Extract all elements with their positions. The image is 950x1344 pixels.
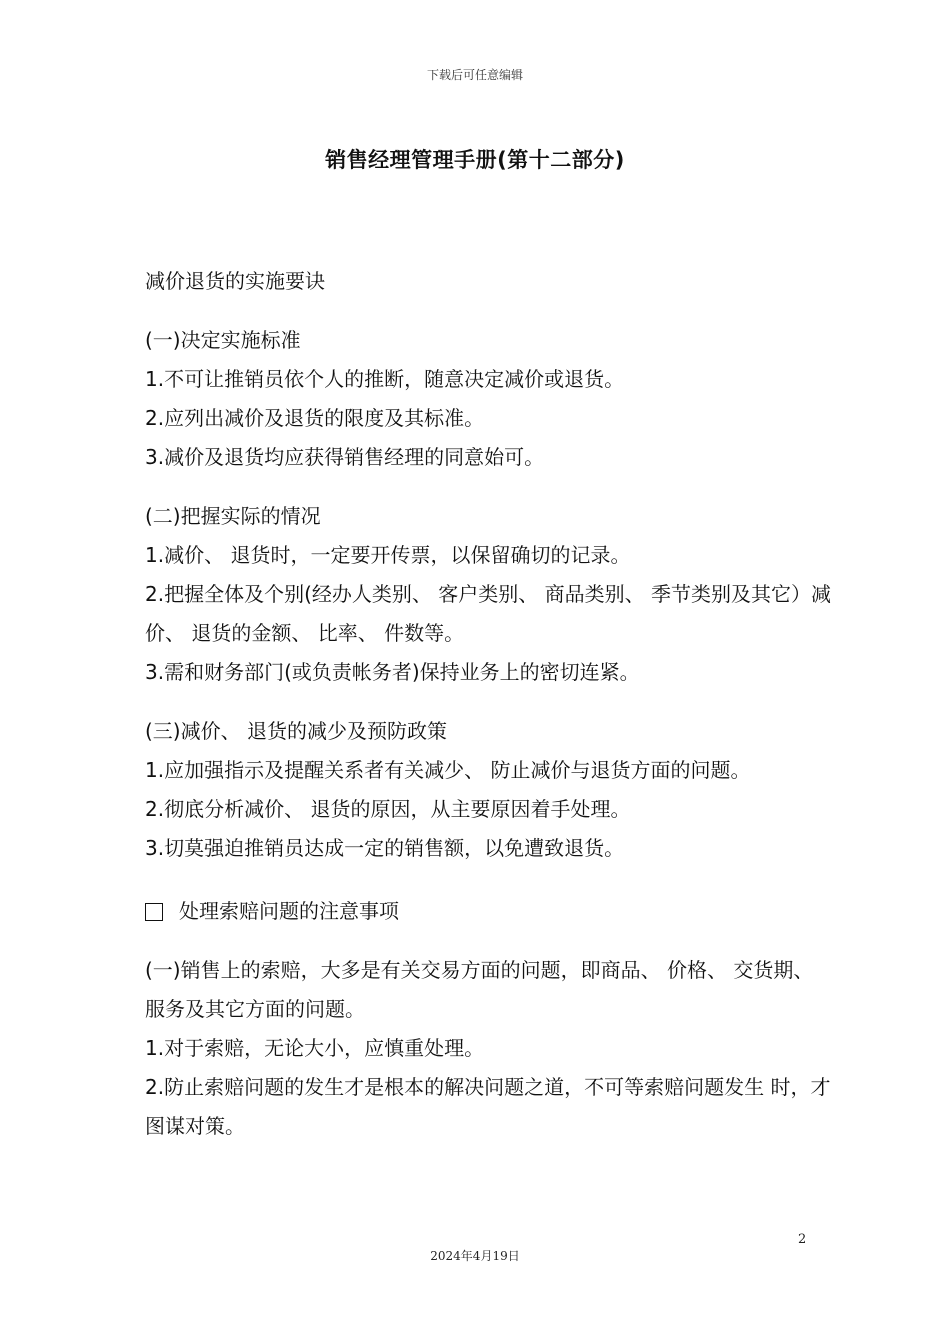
list-item: 1.不可让推销员依个人的推断，随意决定减价或退货。 (145, 367, 625, 391)
list-item: 1.减价、 退货时，一定要开传票，以保留确切的记录。 (145, 543, 631, 567)
document-title: 销售经理管理手册(第十二部分) (325, 148, 625, 172)
part-two-heading: (二)把握实际的情况 (145, 504, 321, 528)
spacer (145, 477, 835, 497)
list-item: 3.减价及退货均应获得销售经理的同意始可。 (145, 445, 545, 469)
section-heading: 减价退货的实施要诀 (145, 269, 325, 293)
claims-heading-line (145, 892, 835, 931)
claims-heading: 处理索赔问题的注意事项 (179, 899, 399, 923)
claims-section (145, 892, 835, 1146)
footer-date: 2024年4月19日 (430, 1249, 520, 1263)
list-item: 2.应列出减价及退货的限度及其标准。 (145, 406, 485, 430)
spacer (145, 931, 835, 951)
spacer (145, 868, 835, 892)
claims-intro: (一)销售上的索赔，大多是有关交易方面的问题，即商品、 价格、 交货期、 服务及其它方面的问题。 (145, 958, 814, 1021)
spacer (145, 301, 835, 321)
list-item: 3.切莫强迫推销员达成一定的销售额，以免遭致退货。 (145, 836, 625, 860)
page-number: 2 (798, 1232, 807, 1247)
document-body (145, 262, 835, 1146)
part-two (145, 497, 835, 692)
list-item: 1.对于索赔，无论大小，应慎重处理。 (145, 1036, 485, 1060)
part-one-heading: (一)决定实施标准 (145, 328, 301, 352)
part-three-heading: (三)减价、 退货的减少及预防政策 (145, 719, 447, 743)
checkbox-icon (145, 903, 163, 921)
list-item: 3.需和财务部门(或负责帐务者)保持业务上的密切连紧。 (145, 660, 640, 684)
spacer (145, 692, 835, 712)
list-item: 2.彻底分析减价、 退货的原因，从主要原因着手处理。 (145, 797, 631, 821)
list-item: 1.应加强指示及提醒关系者有关减少、 防止减价与退货方面的问题。 (145, 758, 751, 782)
list-item: 2.把握全体及个别(经办人类别、 客户类别、 商品类别、 季节类别及其它）减价、 退货的金额、 比率、 件数等。 (145, 582, 831, 645)
list-item: 2.防止索赔问题的发生才是根本的解决问题之道，不可等索赔问题发生 时，才图谋对策。 (145, 1075, 831, 1138)
header-note: 下载后可任意编辑 (426, 68, 523, 82)
part-three (145, 712, 835, 868)
part-one (145, 321, 835, 477)
